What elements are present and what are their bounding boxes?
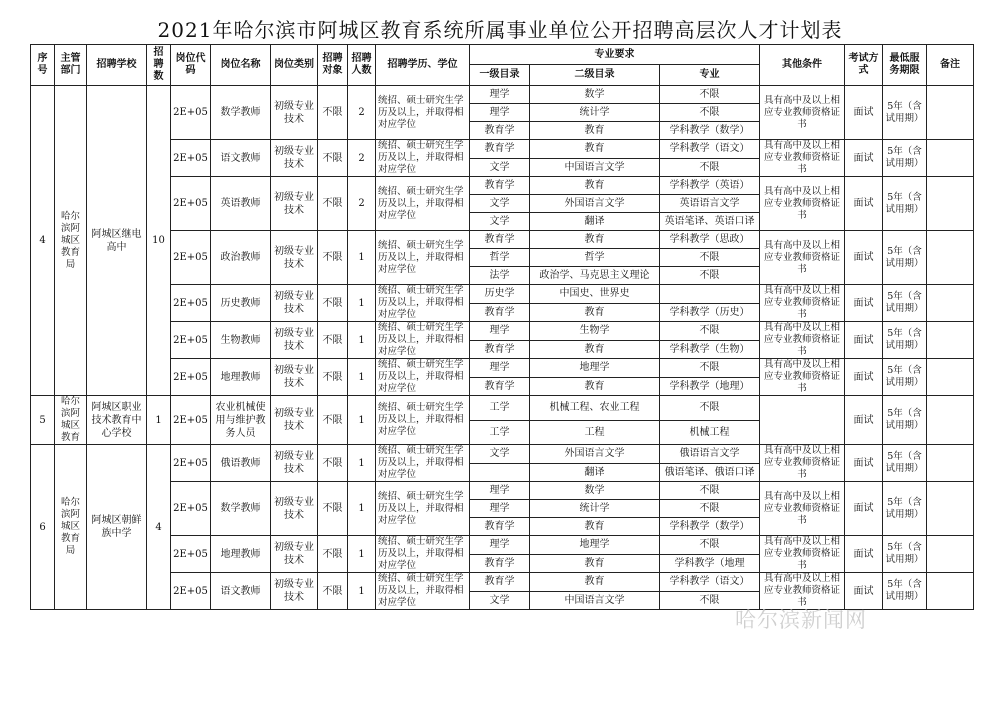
post-name-cell: 俄语教师 — [211, 445, 271, 482]
note-cell — [927, 285, 974, 322]
header-target: 招聘对象 — [318, 45, 348, 86]
major-name-cell: 学科教学（语文） — [660, 140, 760, 159]
major-level1-cell: 理学 — [470, 104, 530, 122]
major-name-cell: 学科教学（数学） — [660, 122, 760, 140]
major-name-cell: 不限 — [660, 86, 760, 104]
major-name-cell: 英语语言文学 — [660, 195, 760, 213]
target-cell: 不限 — [318, 573, 348, 610]
post-type-cell: 初级专业技术 — [271, 573, 318, 610]
quota-cell: 1 — [147, 396, 171, 445]
edu-cell: 统招、硕士研究生学历及以上，并取得相对应学位 — [376, 536, 470, 573]
major-level2-cell: 翻译 — [530, 213, 660, 231]
quota-cell: 4 — [147, 445, 171, 610]
post-name-cell: 农业机械使用与维护教务人员 — [211, 396, 271, 445]
major-name-cell: 不限 — [660, 500, 760, 518]
other-conditions-cell: 具有高中及以上相应专业教师资格证书 — [760, 285, 845, 322]
other-conditions-cell: 具有高中及以上相应专业教师资格证书 — [760, 536, 845, 573]
service-cell: 5年（含试用期） — [883, 285, 927, 322]
post-type-cell: 初级专业技术 — [271, 482, 318, 536]
school-cell: 阿城区继电高中 — [87, 86, 147, 396]
note-cell — [927, 396, 974, 445]
major-level1-cell: 工学 — [470, 420, 530, 445]
major-level1-cell: 文学 — [470, 158, 530, 177]
major-level1-cell: 历史学 — [470, 285, 530, 304]
service-cell: 5年（含试用期） — [883, 322, 927, 359]
post-code-cell: 2E+05 — [171, 396, 211, 445]
post-type-cell: 初级专业技术 — [271, 536, 318, 573]
post-type-cell: 初级专业技术 — [271, 177, 318, 231]
major-level1-cell: 理学 — [470, 86, 530, 104]
exam-cell: 面试 — [845, 322, 883, 359]
other-conditions-cell — [760, 396, 845, 445]
note-cell — [927, 177, 974, 231]
major-level2-cell: 教育 — [530, 140, 660, 159]
major-name-cell: 俄语语言文学 — [660, 445, 760, 464]
edu-cell: 统招、硕士研究生学历及以上，并取得相对应学位 — [376, 322, 470, 359]
service-cell: 5年（含试用期） — [883, 231, 927, 285]
post-code-cell: 2E+05 — [171, 177, 211, 231]
edu-cell: 统招、硕士研究生学历及以上，并取得相对应学位 — [376, 86, 470, 140]
exam-cell: 面试 — [845, 140, 883, 177]
major-level2-cell: 工程 — [530, 420, 660, 445]
major-name-cell: 学科教学（数学） — [660, 518, 760, 536]
post-name-cell: 地理教师 — [211, 536, 271, 573]
table-row — [31, 573, 974, 592]
header-major-req: 专业要求 — [470, 45, 760, 65]
major-level1-cell: 教育学 — [470, 377, 530, 396]
service-cell: 5年（含试用期） — [883, 359, 927, 396]
note-cell — [927, 140, 974, 177]
major-name-cell: 学科教学（历史） — [660, 303, 760, 322]
header-post: 岗位名称 — [211, 45, 271, 86]
count-cell: 2 — [348, 140, 376, 177]
major-level2-cell: 中国语言文学 — [530, 158, 660, 177]
major-level1-cell: 理学 — [470, 322, 530, 341]
post-code-cell: 2E+05 — [171, 445, 211, 482]
note-cell — [927, 445, 974, 482]
post-code-cell: 2E+05 — [171, 285, 211, 322]
count-cell: 1 — [348, 482, 376, 536]
table-row — [31, 177, 974, 195]
major-level1-cell: 教育学 — [470, 303, 530, 322]
post-code-cell: 2E+05 — [171, 322, 211, 359]
other-conditions-cell: 具有高中及以上相应专业教师资格证书 — [760, 231, 845, 285]
major-level2-cell: 外国语言文学 — [530, 195, 660, 213]
major-level1-cell: 工学 — [470, 396, 530, 421]
major-level2-cell: 数学 — [530, 482, 660, 500]
major-level1-cell: 文学 — [470, 591, 530, 610]
count-cell: 1 — [348, 285, 376, 322]
exam-cell: 面试 — [845, 86, 883, 140]
post-type-cell: 初级专业技术 — [271, 396, 318, 445]
post-name-cell: 语文教师 — [211, 573, 271, 610]
header-school: 招聘学校 — [87, 45, 147, 86]
major-level2-cell: 中国史、世界史 — [530, 285, 660, 304]
major-level1-cell: 教育学 — [470, 177, 530, 195]
major-name-cell: 不限 — [660, 396, 760, 421]
count-cell: 1 — [348, 322, 376, 359]
other-conditions-cell: 具有高中及以上相应专业教师资格证书 — [760, 359, 845, 396]
header-other: 其他条件 — [760, 45, 845, 86]
service-cell: 5年（含试用期） — [883, 177, 927, 231]
header-service: 最低服务期限 — [883, 45, 927, 86]
exam-cell: 面试 — [845, 396, 883, 445]
header-quota: 招聘数 — [147, 45, 171, 86]
table-row — [31, 231, 974, 249]
major-name-cell: 学科教学（英语） — [660, 177, 760, 195]
header-exam: 考试方式 — [845, 45, 883, 86]
post-type-cell: 初级专业技术 — [271, 86, 318, 140]
major-level1-cell: 理学 — [470, 482, 530, 500]
post-type-cell: 初级专业技术 — [271, 322, 318, 359]
major-level2-cell: 翻译 — [530, 463, 660, 482]
post-name-cell: 地理教师 — [211, 359, 271, 396]
table-row — [31, 445, 974, 464]
header-seq: 序号 — [31, 45, 55, 86]
other-conditions-cell: 具有高中及以上相应专业教师资格证书 — [760, 140, 845, 177]
post-type-cell: 初级专业技术 — [271, 359, 318, 396]
exam-cell: 面试 — [845, 359, 883, 396]
service-cell: 5年（含试用期） — [883, 482, 927, 536]
major-name-cell: 学科教学（语文） — [660, 573, 760, 592]
header-lvl1: 一级目录 — [470, 65, 530, 86]
exam-cell: 面试 — [845, 177, 883, 231]
major-level2-cell: 地理学 — [530, 359, 660, 378]
major-level2-cell: 教育 — [530, 377, 660, 396]
exam-cell: 面试 — [845, 482, 883, 536]
post-type-cell: 初级专业技术 — [271, 285, 318, 322]
table-row — [31, 359, 974, 378]
major-level2-cell: 生物学 — [530, 322, 660, 341]
edu-cell: 统招、硕士研究生学历及以上，并取得相对应学位 — [376, 177, 470, 231]
table-row — [31, 536, 974, 555]
exam-cell: 面试 — [845, 445, 883, 482]
major-level2-cell: 中国语言文学 — [530, 591, 660, 610]
edu-cell: 统招、硕士研究生学历及以上，并取得相对应学位 — [376, 231, 470, 285]
major-level1-cell: 理学 — [470, 359, 530, 378]
post-name-cell: 生物教师 — [211, 322, 271, 359]
post-name-cell: 数学教师 — [211, 482, 271, 536]
header-dept: 主管部门 — [55, 45, 87, 86]
target-cell: 不限 — [318, 86, 348, 140]
note-cell — [927, 359, 974, 396]
edu-cell: 统招、硕士研究生学历及以上，并取得相对应学位 — [376, 359, 470, 396]
major-name-cell: 学科教学（地理 — [660, 554, 760, 573]
major-name-cell: 不限 — [660, 104, 760, 122]
post-code-cell: 2E+05 — [171, 359, 211, 396]
major-level1-cell: 理学 — [470, 536, 530, 555]
header-lvl2: 二级目录 — [530, 65, 660, 86]
major-level1-cell: 教育学 — [470, 573, 530, 592]
post-type-cell: 初级专业技术 — [271, 231, 318, 285]
note-cell — [927, 536, 974, 573]
table-row — [31, 86, 974, 104]
post-code-cell: 2E+05 — [171, 140, 211, 177]
major-level1-cell: 教育学 — [470, 340, 530, 359]
post-name-cell: 数学教师 — [211, 86, 271, 140]
edu-cell: 统招、硕士研究生学历及以上，并取得相对应学位 — [376, 482, 470, 536]
post-code-cell: 2E+05 — [171, 231, 211, 285]
other-conditions-cell: 具有高中及以上相应专业教师资格证书 — [760, 322, 845, 359]
major-level2-cell: 数学 — [530, 86, 660, 104]
major-level2-cell: 哲学 — [530, 249, 660, 267]
major-name-cell: 不限 — [660, 482, 760, 500]
major-level2-cell: 统计学 — [530, 104, 660, 122]
seq-cell: 6 — [31, 445, 55, 610]
major-level2-cell: 教育 — [530, 177, 660, 195]
major-level1-cell: 教育学 — [470, 122, 530, 140]
major-level1-cell: 教育学 — [470, 554, 530, 573]
major-name-cell: 不限 — [660, 322, 760, 341]
major-level1-cell: 哲学 — [470, 249, 530, 267]
post-type-cell: 初级专业技术 — [271, 140, 318, 177]
post-code-cell: 2E+05 — [171, 482, 211, 536]
count-cell: 2 — [348, 86, 376, 140]
major-level2-cell: 教育 — [530, 122, 660, 140]
note-cell — [927, 322, 974, 359]
table-row — [31, 140, 974, 159]
major-level1-cell: 法学 — [470, 267, 530, 285]
major-level1-cell: 教育学 — [470, 140, 530, 159]
major-level2-cell: 教育 — [530, 554, 660, 573]
major-level2-cell: 教育 — [530, 573, 660, 592]
header-count: 招聘人数 — [348, 45, 376, 86]
major-level1-cell: 文学 — [470, 445, 530, 464]
service-cell: 5年（含试用期） — [883, 396, 927, 445]
target-cell: 不限 — [318, 482, 348, 536]
major-name-cell: 不限 — [660, 267, 760, 285]
school-cell: 阿城区朝鲜族中学 — [87, 445, 147, 610]
post-name-cell: 政治教师 — [211, 231, 271, 285]
table-row — [31, 322, 974, 341]
note-cell — [927, 231, 974, 285]
note-cell — [927, 573, 974, 610]
table-body — [31, 86, 974, 610]
major-level2-cell: 政治学、马克思主义理论 — [530, 267, 660, 285]
header-type: 岗位类别 — [271, 45, 318, 86]
count-cell: 1 — [348, 231, 376, 285]
count-cell: 1 — [348, 573, 376, 610]
major-level2-cell: 地理学 — [530, 536, 660, 555]
major-name-cell: 学科教学（地理） — [660, 377, 760, 396]
major-level2-cell: 教育 — [530, 231, 660, 249]
header-note: 备注 — [927, 45, 974, 86]
target-cell: 不限 — [318, 359, 348, 396]
edu-cell: 统招、硕士研究生学历及以上，并取得相对应学位 — [376, 573, 470, 610]
dept-cell: 哈尔滨阿城区教育局 — [55, 86, 87, 396]
major-level2-cell: 教育 — [530, 303, 660, 322]
school-cell: 阿城区职业技术教育中心学校 — [87, 396, 147, 445]
post-code-cell: 2E+05 — [171, 573, 211, 610]
dept-cell: 哈尔滨阿城区教育局 — [55, 445, 87, 610]
major-name-cell: 英语笔译、英语口译 — [660, 213, 760, 231]
edu-cell: 统招、硕士研究生学历及以上，并取得相对应学位 — [376, 140, 470, 177]
major-level2-cell: 统计学 — [530, 500, 660, 518]
target-cell: 不限 — [318, 536, 348, 573]
target-cell: 不限 — [318, 140, 348, 177]
major-level2-cell: 外国语言文学 — [530, 445, 660, 464]
count-cell: 2 — [348, 177, 376, 231]
dept-cell: 哈尔滨阿城区教育 — [55, 396, 87, 445]
major-name-cell: 不限 — [660, 591, 760, 610]
target-cell: 不限 — [318, 322, 348, 359]
major-level1-cell: 理学 — [470, 500, 530, 518]
edu-cell: 统招、硕士研究生学历及以上，并取得相对应学位 — [376, 285, 470, 322]
major-name-cell: 学科教学（思政） — [660, 231, 760, 249]
major-level1-cell — [470, 463, 530, 482]
major-name-cell: 学科教学（生物） — [660, 340, 760, 359]
major-name-cell: 不限 — [660, 249, 760, 267]
post-name-cell: 历史教师 — [211, 285, 271, 322]
note-cell — [927, 482, 974, 536]
quota-cell: 10 — [147, 86, 171, 396]
other-conditions-cell: 具有高中及以上相应专业教师资格证书 — [760, 482, 845, 536]
count-cell: 1 — [348, 396, 376, 445]
table-row — [31, 482, 974, 500]
major-level1-cell: 教育学 — [470, 231, 530, 249]
post-name-cell: 语文教师 — [211, 140, 271, 177]
major-level1-cell: 文学 — [470, 213, 530, 231]
major-name-cell: 不限 — [660, 536, 760, 555]
count-cell: 1 — [348, 445, 376, 482]
edu-cell: 统招、硕士研究生学历及以上，并取得相对应学位 — [376, 396, 470, 445]
header-code: 岗位代码 — [171, 45, 211, 86]
service-cell: 5年（含试用期） — [883, 445, 927, 482]
major-level1-cell: 文学 — [470, 195, 530, 213]
target-cell: 不限 — [318, 231, 348, 285]
major-level2-cell: 机械工程、农业工程 — [530, 396, 660, 421]
major-name-cell: 机械工程 — [660, 420, 760, 445]
target-cell: 不限 — [318, 285, 348, 322]
watermark: 哈尔滨新闻网 — [735, 608, 867, 632]
other-conditions-cell: 具有高中及以上相应专业教师资格证书 — [760, 573, 845, 610]
post-name-cell: 英语教师 — [211, 177, 271, 231]
header-edu: 招聘学历、学位 — [376, 45, 470, 86]
exam-cell: 面试 — [845, 231, 883, 285]
target-cell: 不限 — [318, 177, 348, 231]
seq-cell: 4 — [31, 86, 55, 396]
count-cell: 1 — [348, 536, 376, 573]
other-conditions-cell: 具有高中及以上相应专业教师资格证书 — [760, 445, 845, 482]
major-name-cell — [660, 285, 760, 304]
header-major: 专业 — [660, 65, 760, 86]
service-cell: 5年（含试用期） — [883, 140, 927, 177]
service-cell: 5年（含试用期） — [883, 536, 927, 573]
table-row — [31, 396, 974, 421]
note-cell — [927, 86, 974, 140]
exam-cell: 面试 — [845, 285, 883, 322]
post-code-cell: 2E+05 — [171, 536, 211, 573]
count-cell: 1 — [348, 359, 376, 396]
seq-cell: 5 — [31, 396, 55, 445]
exam-cell: 面试 — [845, 573, 883, 610]
major-name-cell: 不限 — [660, 359, 760, 378]
major-name-cell: 俄语笔译、俄语口译 — [660, 463, 760, 482]
page-title: 2021年哈尔滨市阿城区教育系统所属事业单位公开招聘高层次人才计划表 — [157, 18, 843, 42]
table-row — [31, 285, 974, 304]
major-level2-cell: 教育 — [530, 518, 660, 536]
major-level2-cell: 教育 — [530, 340, 660, 359]
other-conditions-cell: 具有高中及以上相应专业教师资格证书 — [760, 86, 845, 140]
target-cell: 不限 — [318, 445, 348, 482]
edu-cell: 统招、硕士研究生学历及以上，并取得相对应学位 — [376, 445, 470, 482]
service-cell: 5年（含试用期） — [883, 86, 927, 140]
major-name-cell: 不限 — [660, 158, 760, 177]
service-cell: 5年（含试用期） — [883, 573, 927, 610]
post-code-cell: 2E+05 — [171, 86, 211, 140]
other-conditions-cell: 具有高中及以上相应专业教师资格证书 — [760, 177, 845, 231]
major-level1-cell: 教育学 — [470, 518, 530, 536]
post-type-cell: 初级专业技术 — [271, 445, 318, 482]
target-cell: 不限 — [318, 396, 348, 445]
recruitment-table — [30, 44, 974, 610]
exam-cell: 面试 — [845, 536, 883, 573]
